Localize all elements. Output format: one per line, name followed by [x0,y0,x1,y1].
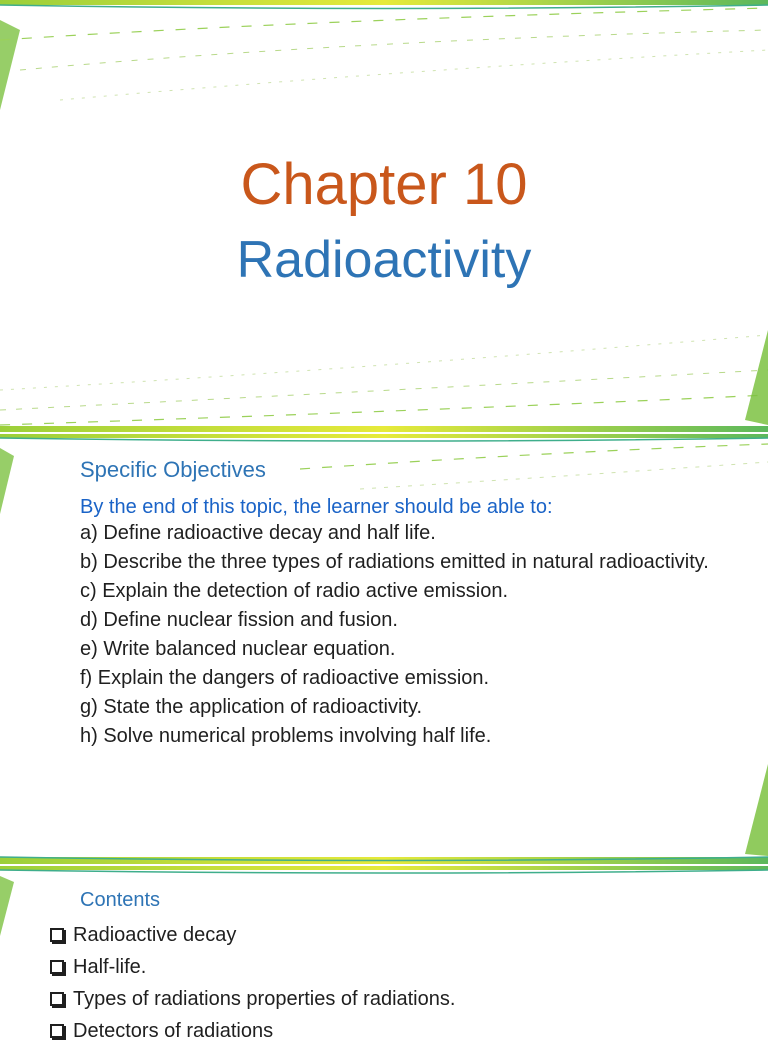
chapter-title: Chapter 10 [240,152,528,217]
list-item: b) Describe the three types of radiations emitted in natural radioactivity. [80,551,709,573]
objectives-lead: By the end of this topic, the learner should be able to: [80,496,553,518]
checkbox-square-icon [50,960,64,974]
checkbox-square-icon [50,992,64,1006]
slide-title [0,0,768,432]
list-item: g) State the application of radioactivity. [80,696,423,718]
contents-list [50,922,455,1050]
checkbox-square-icon [50,1024,64,1038]
list-item: c) Explain the detection of radio active emission. [80,580,508,602]
list-item: Radioactive decay [50,922,455,948]
checkbox-square-icon [50,928,64,942]
list-item: h) Solve numerical problems involving half life. [80,725,492,747]
list-item: Types of radiations properties of radiations. [50,986,455,1012]
objectives-list [80,520,740,752]
list-item: a) Define radioactive decay and half life. [80,522,436,544]
list-item: e) Write balanced nuclear equation. [80,638,396,660]
list-item: d) Define nuclear fission and fusion. [80,609,398,631]
slide-objectives [0,434,768,864]
chapter-subtitle: Radioactivity [236,231,532,289]
list-item: Half-life. [50,954,455,980]
objectives-heading: Specific Objectives [80,457,266,482]
contents-heading: Contents [80,889,161,911]
list-item: f) Explain the dangers of radioactive emission. [80,667,490,689]
list-item: Detectors of radiations [50,1018,455,1044]
slide-contents [0,866,768,1042]
